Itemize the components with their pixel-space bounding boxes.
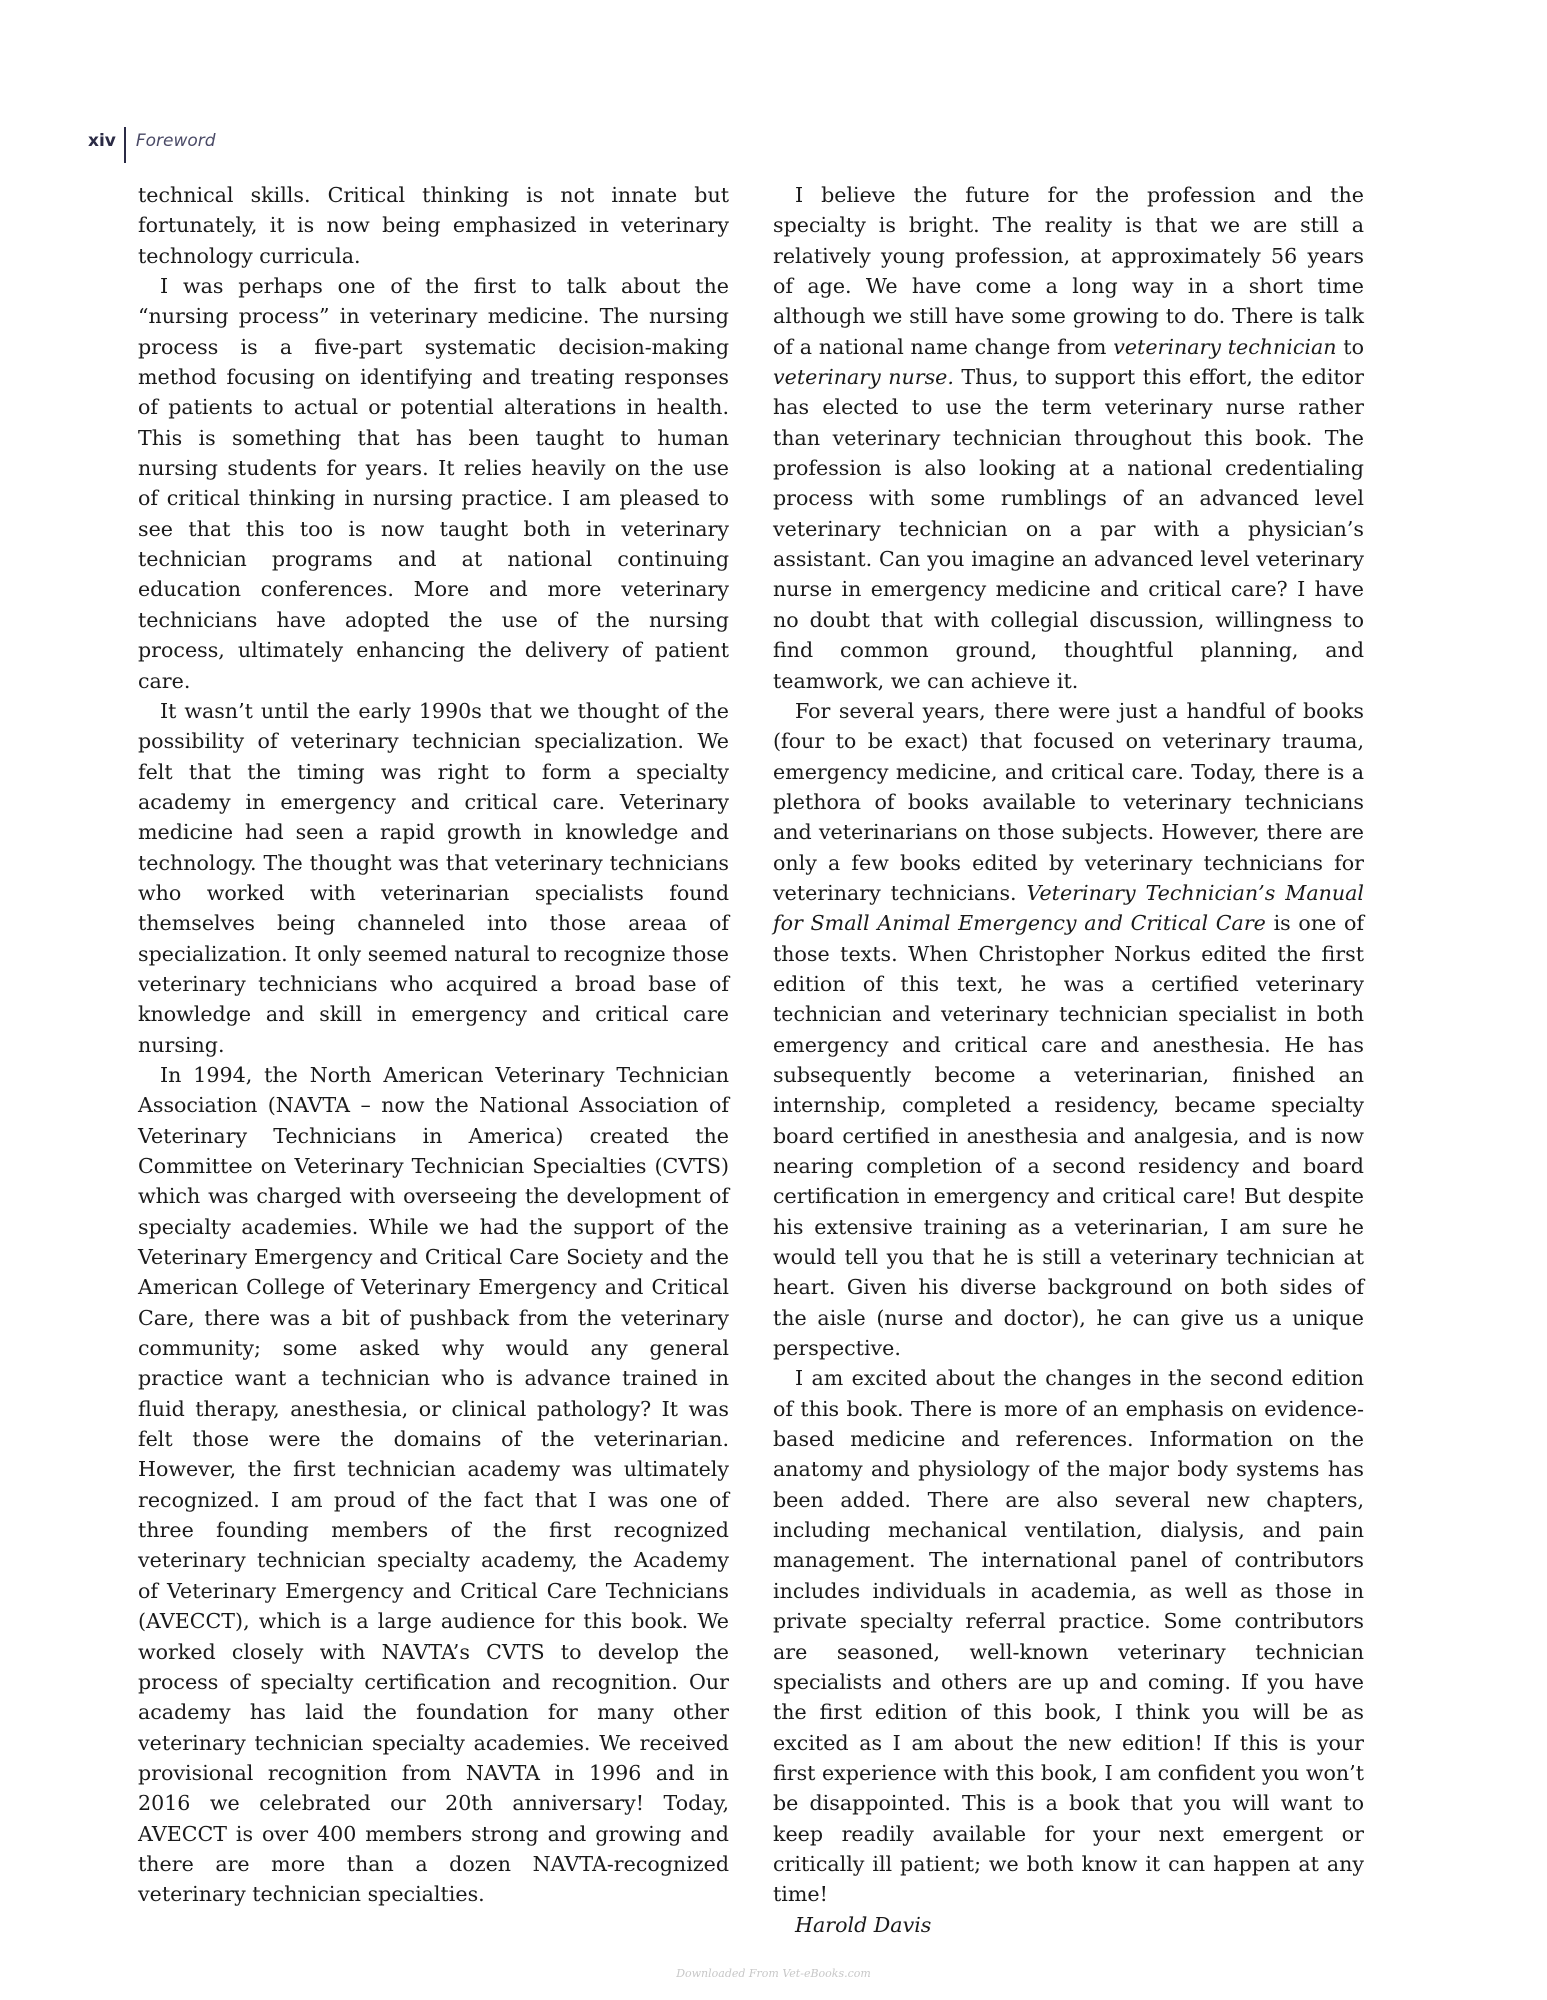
left-column xyxy=(138,180,729,1910)
author-signature: Harold Davis xyxy=(795,1912,932,1937)
footer-watermark: Downloaded From Vet-eBooks.com xyxy=(676,1967,871,1980)
text-run: For several years, there were just a handful of books (four to be exact) that focused on veterinary trauma, emergency medicine, and critical care. Today, there is a plethora of books available to veterinary technicians and veterinarians on those subjects. However, there are only a few books edited by veterinary technicians for veterinary technicians. xyxy=(773,698,1364,905)
paragraph: In 1994, the North American Veterinary Technician Association (NAVTA – now the National Association of Veterinary Technicians in America) created the Committee on Veterinary Technician Specialties (CVTS) which was charged with overseeing the development of specialty academies. While we had the support of the Veterinary Emergency and Critical Care Society and the American College of Veterinary Emergency and Critical Care, there was a bit of pushback from the veterinary community; some asked why would any general practice want a technician who is advance trained in fluid therapy, anesthesia, or clinical pathology? It was felt those were the domains of the veterinarian. However, the first technician academy was ultimately recognized. I am proud of the fact that I was one of three founding members of the first recognized veterinary technician specialty academy, the Academy of Veterinary Emergency and Critical Care Technicians (AVECCT), which is a large audience for this book. We worked closely with NAVTA’s CVTS to develop the process of specialty certification and recognition. Our academy has laid the foundation for many other veterinary technician specialty academies. We received provisional recognition from NAVTA in 1996 and in 2016 we celebrated our 20th anniversary! Today, AVECCT is over 400 members strong and growing and there are more than a dozen NAVTA-recognized veterinary technician specialties. xyxy=(138,1062,729,1907)
page-header xyxy=(88,123,216,159)
paragraph: It wasn’t until the early 1990s that we thought of the possibility of veterinary technician specialization. We felt that the timing was right to form a specialty academy in emergency and critical care. Veterinary medicine had seen a rapid growth in knowledge and technology. The thought was that veterinary technicians who worked with veterinarian specialists found themselves being channeled into those areaa of specialization. It only seemed natural to recognize those veterinary technicians who acquired a broad base of knowledge and skill in emergency and critical care nursing. xyxy=(138,698,729,1057)
paragraph: technical skills. Critical thinking is not innate but fortunately, it is now being emphasized in veterinary technology curricula. xyxy=(138,183,729,268)
page-number: xiv xyxy=(88,131,116,151)
italic-term: veterinary technician xyxy=(1113,334,1337,359)
italic-term: veterinary nurse. xyxy=(773,365,954,390)
paragraph xyxy=(773,696,1364,1364)
text-run: to xyxy=(1336,334,1364,359)
text-run: Thus, to support this effort, the editor has elected to use the term veterinary nurse rather than veterinary technician throughout this book. The profession is also looking at a national credentialing process with some rumblings of an advanced level veterinary technician on a par with a physician’s assistant. Can you imagine an advanced level veterinary nurse in emergency medicine and critical care? I have no doubt that with collegial discussion, willingness to find common ground, thoughtful planning, and teamwork, we can achieve it. xyxy=(773,365,1364,693)
running-head: Foreword xyxy=(135,131,216,151)
text-run: I believe the future for the profession and the specialty is bright. The reality is that we are still a relatively young profession, at approximately 56 years of age. We have come a long way in a short time although we still have some growing to do. There is talk of a national name change from xyxy=(773,183,1364,359)
paragraph: I was perhaps one of the first to talk about the “nursing process” in veterinary medicine. The nursing process is a five-part systematic decision-making method focusing on identifying and treating responses of patients to actual or potential alterations in health. This is something that has been taught to human nursing students for years. It relies heavily on the use of critical thinking in nursing practice. I am pleased to see that this too is now taught both in veterinary technician programs and at national continuing education conferences. More and more veterinary technicians have adopted the use of the nursing process, ultimately enhancing the delivery of patient care. xyxy=(138,274,729,693)
book-title: Veterinary Technician’s Manual for Small Animal Emergency and Critical Care xyxy=(773,880,1364,936)
text-run: is one of those texts. When Christopher Norkus edited the first edition of this text, he was a certified veterinary technician and veterinary technician specialist in both emergency and critical care and anesthesia. He has subsequently become a veterinarian, finished an internship, completed a residency, became specialty board certified in anesthesia and analgesia, and is now nearing completion of a second residency and board certification in emergency and critical care! But despite his extensive training as a veterinarian, I am sure he would tell you that he is still a veterinary technician at heart. Given his diverse background on both sides of the aisle (nurse and doctor), he can give us a unique perspective. xyxy=(773,911,1364,1361)
right-column xyxy=(773,180,1364,1940)
paragraph: I am excited about the changes in the second edition of this book. There is more of an emphasis on evidence-based medicine and references. Information on the anatomy and physiology of the major body systems has been added. There are also several new chapters, including mechanical ventilation, dialysis, and pain management. The international panel of contributors includes individuals in academia, as well as those in private specialty referral practice. Some contributors are seasoned, well-known veterinary technician specialists and others are up and coming. If you have the first edition of this book, I think you will be as excited as I am about the new edition! If this is your first experience with this book, I am confident you won’t be disappointed. This is a book that you will want to keep readily available for your next emergent or critically ill patient; we both know it can happen at any time! xyxy=(773,1366,1364,1907)
paragraph xyxy=(773,180,1364,696)
